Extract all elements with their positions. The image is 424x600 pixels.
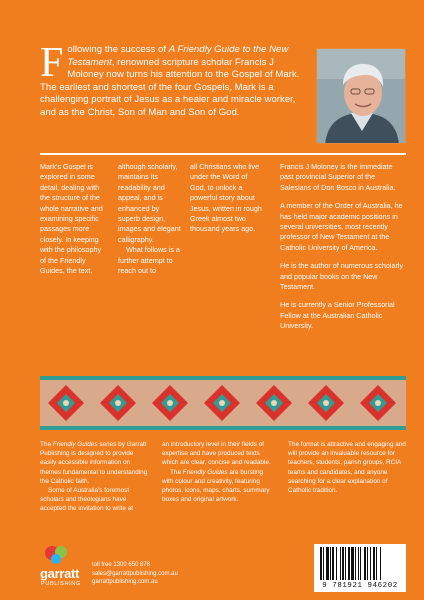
bio-paragraph: He is the author of numerous scholarly and popular books on the New Testament. — [280, 261, 404, 292]
author-photo — [316, 48, 406, 144]
phone-text: toll free 1300 650 878 — [92, 562, 151, 568]
bead-center — [219, 400, 225, 406]
series-name: Friendly Guides — [52, 441, 98, 448]
barcode-bar — [340, 547, 341, 580]
barcode-bar — [332, 547, 334, 580]
barcode-bar — [345, 547, 346, 580]
isbn-barcode — [314, 544, 406, 592]
barcode-bar — [336, 547, 337, 580]
summary-column-2 — [118, 162, 182, 276]
publisher-contact — [92, 561, 178, 587]
summary-paragraph: all Christians who live under the Word of God, to unlock a powerful story about Jesus, written in rough Greek almost two thousand years ago. — [190, 162, 262, 234]
barcode-bar — [342, 547, 344, 580]
summary-paragraph: Mark's Gospel is explored in some detail, dealing with the structure of the whole narrative and examining specific passages more closely. In keeping with the philosophy of the Friendly Guides, the text, — [40, 162, 103, 276]
publisher-logo-word: garratt — [40, 566, 80, 581]
publisher-logo-subtitle: PUBLISHING — [41, 581, 81, 587]
barcode-bar — [355, 547, 356, 580]
barcode-bar — [320, 547, 322, 580]
series-paragraph: Some of Australia's foremost scholars and theologians have accepted the invitation to write at — [40, 487, 134, 513]
intro-book-title: A Friendly Guide to the New Testament — [67, 44, 289, 68]
bead-center — [167, 400, 173, 406]
barcode-bar — [360, 547, 361, 580]
series-paragraph: an introductory level in their fields of expertise and have produced texts which are clear, concise and readable. — [162, 441, 271, 467]
website-link[interactable]: garrattpublishing.com.au — [92, 579, 158, 586]
series-column-2 — [162, 440, 272, 504]
series-column-3 — [288, 440, 406, 495]
bio-paragraph: Francis J Moloney is the immediate past provincial Superior of the Salesians of Don Bosco in Australia. — [280, 162, 396, 192]
isbn-number: 9 781921 946202 — [322, 582, 398, 590]
barcode-bar — [370, 547, 371, 580]
email-link[interactable]: sales@garrattpublishing.com.au — [92, 570, 178, 577]
summary-paragraph: What follows is a further attempt to reach out to — [118, 245, 180, 276]
series-text: The — [170, 468, 183, 476]
barcode-bar — [373, 547, 375, 580]
bead-center — [115, 400, 121, 406]
barcode-bar — [326, 547, 329, 580]
intro-text-a: ollowing the success of — [67, 44, 169, 55]
summary-column-1 — [40, 162, 104, 276]
summary-column-3 — [190, 162, 264, 235]
series-name: Friendly Guides — [182, 468, 228, 476]
barcode-bar — [376, 547, 377, 580]
barcode-bar — [323, 547, 324, 580]
bead-center — [375, 400, 381, 406]
bead-center — [323, 400, 329, 406]
barcode-bar — [330, 547, 331, 580]
barcode-bar — [364, 547, 366, 580]
drop-cap: F — [40, 40, 64, 86]
series-paragraph — [40, 440, 150, 486]
intro-text-b: , renowned scripture scholar Francis J Moloney now turns his attention to the Gospel of Mark. The earliest and shortest of the four Gospels, Mark is a challenging portrait of Jesus as a healer and miracle worker, and as the Christ, Son of Man and Son of God. — [40, 56, 300, 118]
series-paragraph: The format is attractive and engaging and will provide an invaluable resource for teachers, students, parish groups, RCIA teams and candidates, and anyone searching for a clear explanation of Catholic tradition. — [288, 441, 406, 495]
barcode-bar — [358, 547, 359, 580]
series-text: The — [40, 441, 53, 448]
bio-paragraph: He is currently a Senior Professorial Fellow at the Australian Catholic University. — [280, 300, 395, 331]
barcode-bar — [348, 547, 350, 580]
divider-rule — [40, 153, 406, 155]
barcode-bar — [367, 547, 368, 580]
summary-paragraph: although scholarly, maintains its readability and appeal, and is enhanced by superb design, images and elegant calligraphy. — [118, 162, 181, 244]
series-paragraph — [162, 468, 272, 505]
author-portrait-image — [317, 49, 406, 144]
series-text: series by Garratt Publishing is designed to provide easily accessible information on themes fundamental to understanding the Catholic faith. — [40, 441, 148, 485]
beadwork-band — [40, 376, 406, 430]
series-text: are bursting with colour and creativity, featuring photos, icons, maps, charts, summary boxes and original artwork. — [162, 468, 270, 504]
bead-center — [63, 400, 69, 406]
intro-blurb — [40, 40, 308, 120]
author-bio — [280, 162, 404, 332]
barcode-bars — [319, 547, 401, 581]
bead-center — [271, 400, 277, 406]
series-column-1 — [40, 440, 150, 514]
barcode-bar — [351, 547, 354, 580]
bio-paragraph: A member of the Order of Australia, he has held major academic positions in several universities, most recently professor of New Testament at the Catholic University of America. — [280, 201, 403, 252]
barcode-bar — [380, 547, 381, 580]
